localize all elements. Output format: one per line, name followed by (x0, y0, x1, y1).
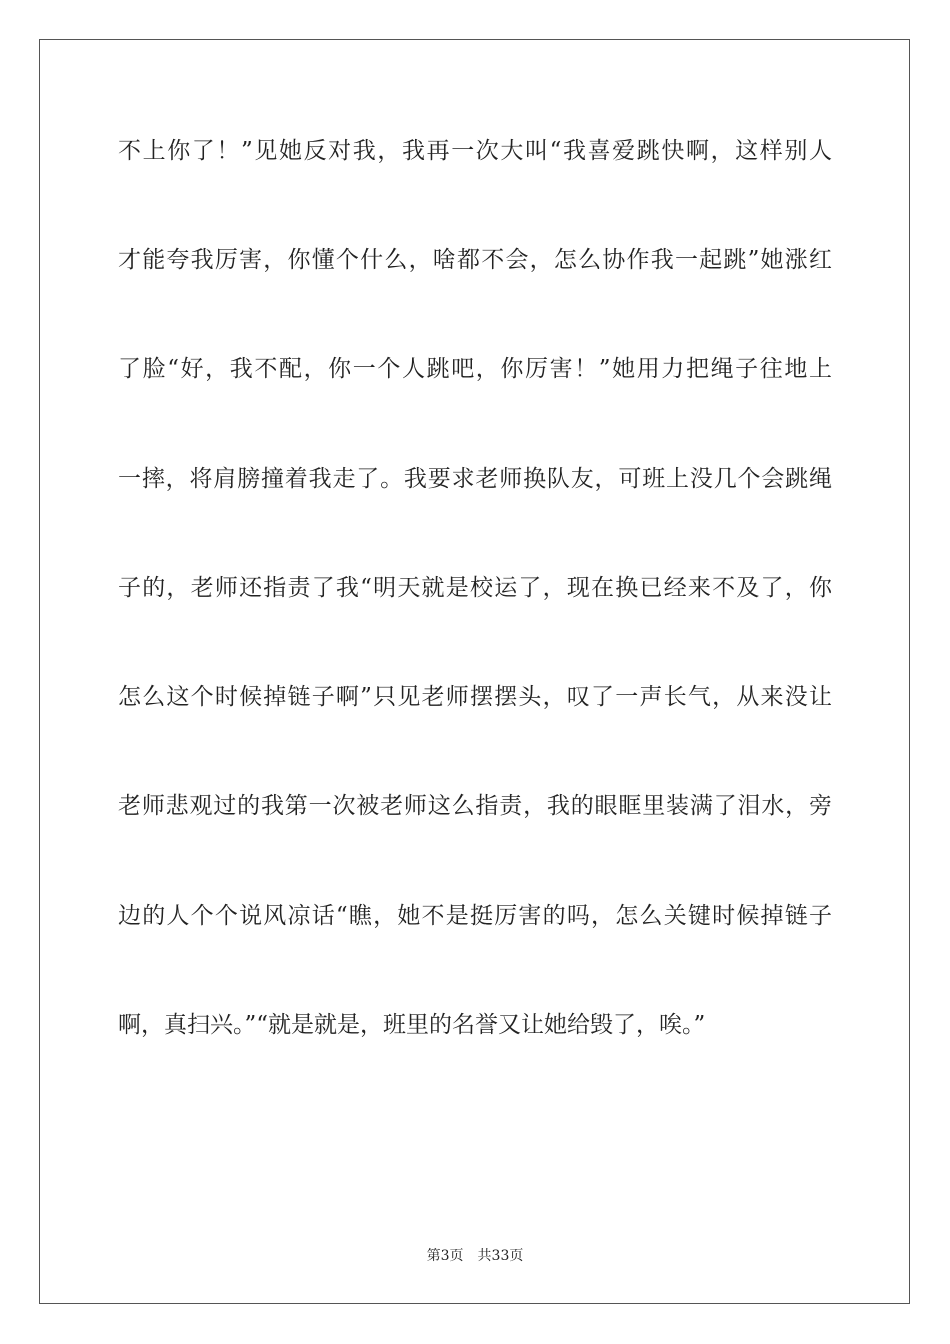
page-total: 共33页 (477, 1248, 524, 1264)
body-text-line-2: 才能夸我厉害，你懂个什么，啥都不会，怎么协作我一起跳”她涨红 (118, 247, 832, 273)
body-text-line-4: 一摔，将肩膀撞着我走了。我要求老师换队友，可班上没几个会跳绳 (118, 466, 832, 492)
body-text-line-9: 啊，真扫兴。”“就是就是，班里的名誉又让她给毁了，唉。” (118, 1012, 706, 1038)
page-footer (0, 1246, 950, 1266)
body-text-line-7: 老师悲观过的我第一次被老师这么指责，我的眼眶里装满了泪水，旁 (118, 793, 832, 819)
page-number: 第3页 (426, 1248, 464, 1264)
body-text-line-6: 怎么这个时候掉链子啊”只见老师摆摆头，叹了一声长气，从来没让 (118, 684, 832, 710)
body-text-line-5: 子的，老师还指责了我“明天就是校运了，现在换已经来不及了，你 (118, 575, 832, 601)
body-text-line-8: 边的人个个说风凉话“瞧，她不是挺厉害的吗，怎么关键时候掉链子 (118, 903, 832, 929)
page-border (39, 39, 910, 1304)
body-text-line-3: 了脸“好，我不配，你一个人跳吧，你厉害！”她用力把绳子往地上 (118, 356, 832, 382)
body-text-line-1: 不上你了！”见她反对我，我再一次大叫“我喜爱跳快啊，这样别人 (118, 138, 832, 164)
